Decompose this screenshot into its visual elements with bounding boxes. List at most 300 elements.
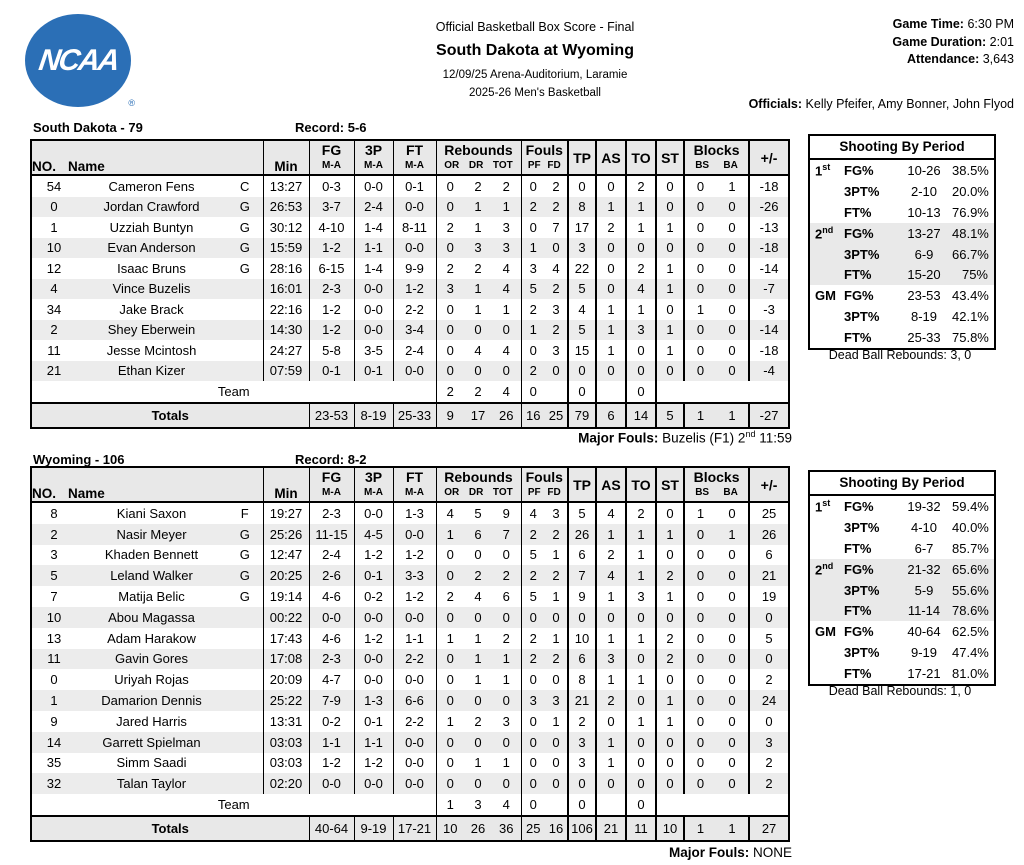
stat-cell: 2 [521,565,545,586]
stat-cell: G [239,260,250,276]
stat-cell: 19 [749,586,789,607]
officials-line: Officials: Kelly Pfeifer, Amy Bonner, John Flyod [748,97,1014,111]
stat-label: 3PT% [844,645,880,661]
made-attempted: 5-9 [914,582,934,598]
stat-cell: 3 [749,732,789,753]
stat-cell: 3 [552,505,560,521]
game-time-line: Game Time: 6:30 PM [892,17,1014,31]
stat-label: FG% [844,288,874,304]
player-row [31,524,789,545]
stat-cell: 1 [474,651,482,667]
stat-cell: 1 [474,281,482,297]
stat-cell: 4-6 [309,628,354,649]
stat-cell: 2 [436,217,464,238]
season-line: 2025-26 Men's Basketball [469,87,601,99]
stat-cell: 1-2 [354,753,393,774]
stat-cell: 0 [521,607,545,628]
percentage: 78.6% [952,603,989,619]
stat-cell: G [239,526,250,542]
team-name: Wyoming - 106 [33,452,125,467]
stat-cell: 21 [568,690,596,711]
stat-cell: 0 [474,776,482,792]
stat-cell [227,669,263,690]
shooting-panel [808,470,996,686]
stat-cell: 12:47 [263,545,309,566]
stat-cell: 0-2 [354,586,393,607]
stat-cell: 4-6 [309,586,354,607]
stat-cell: 1 [436,524,464,545]
stat-cell: 0 [749,711,789,732]
stat-cell: 1 [596,524,626,545]
stat-cell: 2 [502,568,510,584]
stat-cell: 24 [749,690,789,711]
stat-label: 3PT% [844,582,880,598]
stat-cell: 0 [521,217,545,238]
player-row [31,773,789,794]
made-attempted: 10-13 [907,204,941,220]
stat-cell: 00:22 [263,607,309,628]
stat-cell: 26 [749,524,789,545]
stat-cell: 30:12 [263,217,309,238]
stat-cell: 0 [728,219,736,235]
stat-cell: 2 [749,669,789,690]
player-row [31,197,789,218]
player-row [31,175,789,197]
percentage: 20.0% [952,183,989,199]
percentage: 75% [961,267,988,283]
stat-cell: 0 [684,732,716,753]
stat-cell [227,773,263,794]
percentage: 66.7% [952,246,989,262]
period-label: 1st [815,162,831,179]
period-label: 2nd [815,224,834,242]
stat-cell: 0 [728,609,736,625]
made-attempted: 10-26 [907,162,941,178]
stat-cell: 16:01 [263,279,309,300]
stat-cell: 0-0 [393,238,436,259]
stat-cell: 4-7 [309,669,354,690]
stat-cell: 2 [474,713,482,729]
stat-cell: 0 [596,773,626,794]
made-attempted: 23-53 [907,288,941,304]
stat-cell [227,607,263,628]
stat-cell: 1 [626,545,656,566]
stat-cell [227,753,263,774]
stat-cell [227,340,263,361]
stat-cell: 2 [749,753,789,774]
stat-cell: 0-0 [354,649,393,670]
stat-cell: 1-2 [393,279,436,300]
stat-cell: -13 [749,217,789,238]
stat-cell: 5 [521,545,545,566]
stat-cell: 3 [50,547,58,563]
stat-cell: 2 [474,260,482,276]
stat-cell: 0-0 [354,607,393,628]
stat-cell: 0 [596,238,626,259]
stat-cell: 0 [728,342,736,358]
stat-cell: 0-0 [393,732,436,753]
ncaa-logo-oval [25,14,131,107]
stat-cell: 0-0 [309,607,354,628]
stat-cell: 0 [684,607,716,628]
stat-cell: 2 [626,502,656,524]
stat-cell: 0 [728,755,736,771]
stat-cell: 25 [749,502,789,524]
stat-cell: Uzziah Buntyn [109,219,194,235]
stat-cell: -7 [749,279,789,300]
stat-cell: 8-11 [393,217,436,238]
stat-cell: 1 [656,586,684,607]
stat-cell: 0-0 [354,175,393,197]
stat-cell: 0 [684,649,716,670]
percentage: 75.8% [952,330,989,346]
player-row [31,299,789,320]
major-fouls: Major Fouls: NONE [668,845,792,860]
stat-cell: 0 [626,340,656,361]
stat-cell: 1 [656,690,684,711]
stat-cell: 13:31 [263,711,309,732]
stat-cell: 20:09 [263,669,309,690]
stat-label: FG% [844,624,874,640]
stat-cell: 1 [552,630,560,646]
stat-cell: 0 [436,545,464,566]
stat-cell: 3 [502,240,510,256]
stat-cell: 2 [596,690,626,711]
stat-cell: Garrett Spielman [102,734,201,750]
stat-cell: 0 [474,363,482,379]
player-row [31,607,789,628]
percentage: 43.4% [952,288,989,304]
stat-cell: Isaac Bruns [117,260,186,276]
made-attempted: 9-19 [910,645,938,661]
stat-cell: 0 [436,690,464,711]
stat-cell: 0 [502,547,510,563]
stat-cell: 0-1 [354,711,393,732]
stat-cell: 0 [656,773,684,794]
stat-cell: 1 [552,547,560,563]
stat-cell: 1 [656,320,684,341]
shooting-stat-row [810,538,994,559]
player-row [31,320,789,341]
stat-cell: 1 [626,197,656,218]
stat-cell: 6-6 [393,690,436,711]
stat-cell: 26:53 [263,197,309,218]
stat-cell: 2 [552,651,560,667]
player-row [31,545,789,566]
team-header-line [0,120,790,136]
made-attempted: 25-33 [907,330,941,346]
stat-label: FG% [844,225,874,241]
stat-cell: 0 [728,589,736,605]
stat-cell: 1-4 [354,258,393,279]
stat-cell: 4 [521,502,545,524]
stat-cell: 1 [728,178,736,194]
stat-cell: 13 [46,630,62,646]
stat-cell: 10 [568,628,596,649]
stat-cell: -18 [749,238,789,259]
stat-cell: 4 [626,279,656,300]
stat-cell [227,711,263,732]
stat-cell: 2-4 [354,197,393,218]
stat-cell: 4 [502,342,510,358]
stat-cell: 1-2 [309,299,354,320]
stat-label: FG% [844,162,874,178]
player-row [31,279,789,300]
stat-cell: 1 [521,238,545,259]
stat-cell: 0 [684,669,716,690]
dead-ball-rebounds: Dead Ball Rebounds: 1, 0 [828,684,972,698]
stat-cell: 0 [474,734,482,750]
stat-cell: 0 [596,279,626,300]
stat-cell: 0 [474,609,482,625]
stat-label: FT% [844,540,872,556]
stat-cell: 2 [552,526,560,542]
stat-cell: 0 [656,361,684,382]
stat-cell: 0 [656,545,684,566]
stat-label: FG% [844,561,874,577]
stat-cell: 1-3 [393,502,436,524]
shooting-period-group [810,285,994,348]
stat-cell: 0 [684,340,716,361]
stat-cell: 1 [474,219,482,235]
stat-cell: 5 [568,279,596,300]
stat-cell: G [239,219,250,235]
stat-cell: 3 [436,279,464,300]
stat-cell: 0 [552,363,560,379]
stat-cell: 4 [552,260,560,276]
stat-cell: 20:25 [263,565,309,586]
stat-cell: 0 [656,175,684,197]
stat-cell: Simm Saadi [116,755,187,771]
stat-cell: 2 [596,217,626,238]
stat-cell: Evan Anderson [107,240,196,256]
stat-cell: Jared Harris [116,713,187,729]
stat-cell: 1-2 [354,545,393,566]
stat-cell: 1 [626,565,656,586]
stat-cell: 25:22 [263,690,309,711]
stat-cell: 0 [684,217,716,238]
stat-cell: 15:59 [263,238,309,259]
shooting-period-group [810,223,994,286]
stat-cell [227,690,263,711]
stat-cell: 0 [684,175,716,197]
stat-cell: 3-3 [393,565,436,586]
player-row [31,565,789,586]
doc-title: Official Basketball Box Score - Final [435,20,635,34]
stat-cell: 0 [728,734,736,750]
stat-cell: 0 [502,734,510,750]
shooting-stat-row [810,202,994,223]
stat-cell: 5 [749,628,789,649]
percentage: 81.0% [952,666,989,682]
shooting-stat-row [810,642,994,663]
stat-cell: 25:26 [263,524,309,545]
box-score-table [30,139,790,429]
stat-cell: 0 [521,773,545,794]
player-row [31,238,789,259]
stat-cell: 1 [502,672,510,688]
stat-cell: 0 [626,238,656,259]
stat-cell: 0 [728,651,736,667]
stat-cell: 0 [436,649,464,670]
totals-row: Totals 23-53 8-19 25-33 9 17 26 16 25 79 6 14 5 1 1 -27 [31,403,789,428]
stat-cell: 0 [684,565,716,586]
percentage: 48.1% [952,225,989,241]
player-row [31,732,789,753]
stat-cell: 0 [684,279,716,300]
stat-cell: 1 [596,197,626,218]
stat-cell: 4 [502,281,510,297]
stat-cell: 17 [568,217,596,238]
stat-cell: 22:16 [263,299,309,320]
stat-label: 3PT% [844,309,880,325]
player-row [31,753,789,774]
stat-cell: 1 [50,693,58,709]
shooting-panel [808,134,996,350]
stat-cell: 0 [596,607,626,628]
stat-cell: -18 [749,340,789,361]
stat-cell: 2-6 [309,565,354,586]
stat-cell: 0-0 [354,502,393,524]
stat-cell: -14 [749,258,789,279]
stat-cell: 0 [626,649,656,670]
player-row [31,690,789,711]
stat-cell: 2 [521,361,545,382]
stat-cell: Shey Eberwein [107,322,196,338]
shooting-stat-row [810,559,994,580]
stat-cell: 2 [656,565,684,586]
ncaa-logo [25,14,133,110]
stat-cell: G [239,240,250,256]
stat-cell: 1 [50,219,58,235]
shooting-stat-row [810,600,994,621]
made-attempted: 15-20 [907,267,941,283]
stat-cell: 2-4 [393,340,436,361]
stat-cell: 0 [749,649,789,670]
stat-cell: 0 [568,773,596,794]
stat-cell: 2 [552,322,560,338]
stat-cell: 2-3 [309,649,354,670]
shooting-stat-row [810,160,994,181]
stat-label: 3PT% [844,246,880,262]
shooting-stat-row [810,496,994,517]
stat-cell: 5 [568,320,596,341]
stat-cell: 1 [656,217,684,238]
shooting-stat-row [810,517,994,538]
stat-cell: 5 [568,502,596,524]
stat-cell: 9-9 [393,258,436,279]
stat-cell: G [239,568,250,584]
percentage: 47.4% [952,645,989,661]
stat-cell: 8 [568,669,596,690]
game-duration-line: Game Duration: 2:01 [892,34,1014,49]
stat-cell: 2 [552,281,560,297]
percentage: 85.7% [952,540,989,556]
player-row [31,361,789,382]
stat-cell: 0 [728,672,736,688]
stat-cell: 2 [474,178,482,194]
stat-cell: 2 [656,628,684,649]
stat-cell: 0 [436,773,464,794]
stat-cell: 0-1 [393,175,436,197]
made-attempted: 21-32 [907,561,941,577]
stat-cell: 3 [568,238,596,259]
stat-cell: 4 [474,342,482,358]
stat-cell: 0 [656,299,684,320]
stat-cell: 1-1 [354,732,393,753]
stat-cell: 1 [474,301,482,317]
stat-cell: 2 [568,711,596,732]
stat-cell: 5 [474,505,482,521]
period-label: GM [815,288,836,304]
registered-mark: ® [128,98,135,108]
stat-cell: 0 [684,545,716,566]
stat-cell: G [239,199,250,215]
stat-cell: 0 [684,753,716,774]
stat-cell: 0 [626,607,656,628]
stat-cell: 4 [568,299,596,320]
stat-cell: 2 [552,178,560,194]
stat-cell: 0 [656,669,684,690]
stat-cell: 4 [502,260,510,276]
stat-cell: 17:08 [263,649,309,670]
stat-cell: 0-0 [354,299,393,320]
made-attempted: 4-10 [910,519,938,535]
stat-cell: 1-1 [309,732,354,753]
stat-cell: 4 [50,281,58,297]
stat-cell: Cameron Fens [108,178,195,194]
stat-cell: 1-3 [354,690,393,711]
stat-label: FT% [844,603,872,619]
stat-cell: 0 [656,197,684,218]
stat-cell: 2 [656,649,684,670]
stat-cell: 3 [521,258,545,279]
stat-cell: 0-1 [309,361,354,382]
stat-cell: 14:30 [263,320,309,341]
stat-cell: 3 [502,713,510,729]
team-record: Record: 8-2 [295,452,367,467]
team-name: South Dakota - 79 [33,120,143,135]
stat-cell: 0 [521,340,545,361]
stat-cell: 3 [552,693,560,709]
stat-cell: 7-9 [309,690,354,711]
stat-cell: 1 [626,217,656,238]
stat-cell: 0-0 [393,753,436,774]
stat-cell: 2 [521,649,545,670]
made-attempted: 19-32 [907,498,941,514]
stat-cell [227,320,263,341]
stat-cell: 26 [568,524,596,545]
stat-cell: 1-2 [309,320,354,341]
stat-cell: 6 [502,589,510,605]
stat-cell: Damarion Dennis [101,693,202,709]
stat-cell: Talan Taylor [116,776,187,792]
stat-cell: 3 [502,219,510,235]
stat-cell: 1 [474,755,482,771]
stat-cell: 0 [568,361,596,382]
stat-cell: 0 [684,711,716,732]
stat-cell: 1 [474,199,482,215]
stat-cell: 0 [436,607,464,628]
stat-cell: 1 [596,320,626,341]
stat-cell: 17:43 [263,628,309,649]
stat-cell: 6 [474,526,482,542]
stat-cell: 0 [684,197,716,218]
stat-cell: 10 [46,240,62,256]
stat-cell: 6 [568,545,596,566]
stat-cell: 0-1 [354,361,393,382]
stat-cell: 0-3 [309,175,354,197]
